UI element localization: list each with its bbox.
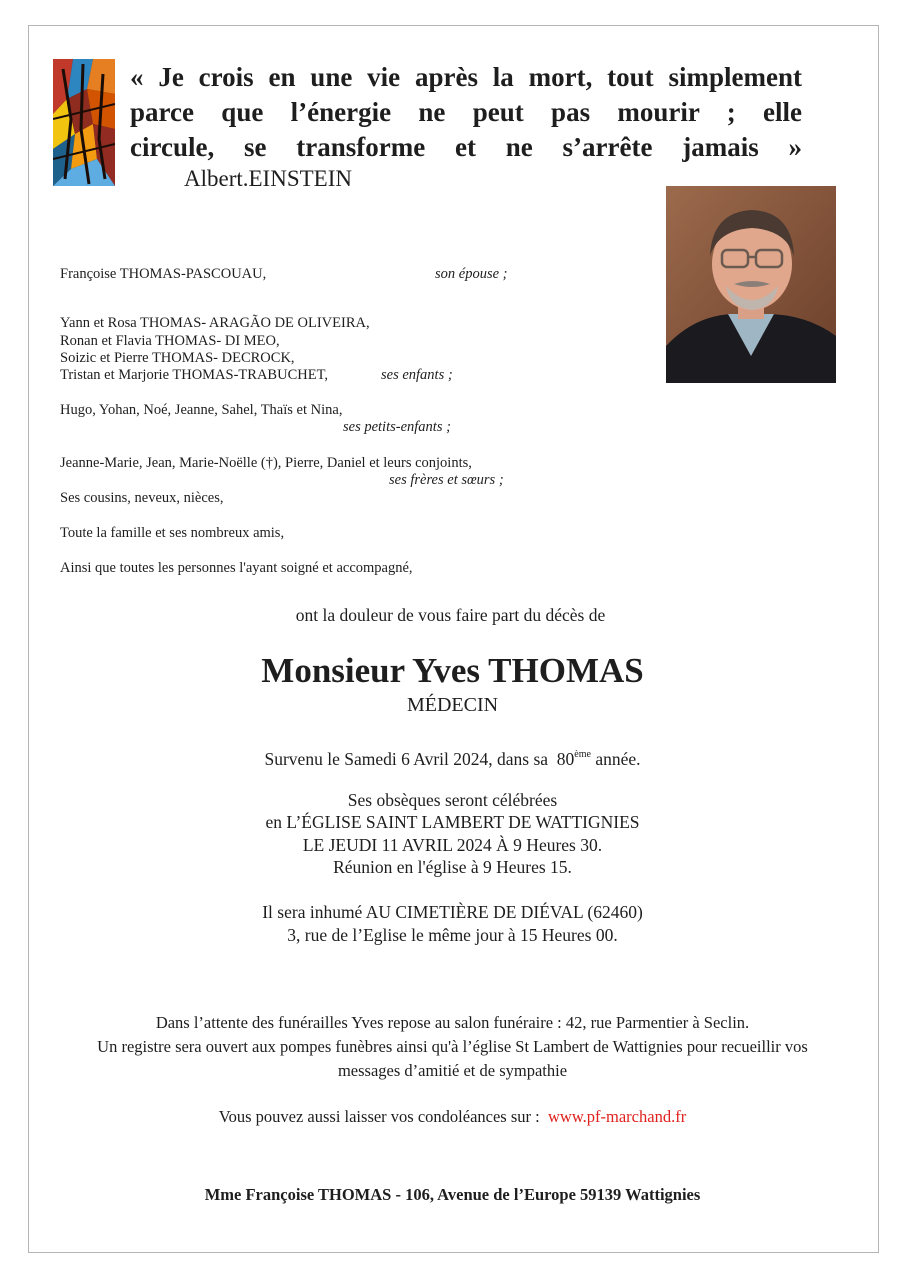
burial-place: Il sera inhumé AU CIMETIÈRE DE DIÉVAL (62460) [262,902,643,922]
funeral-line: Ses obsèques seront célébrées [347,790,558,810]
spouse-name: Françoise THOMAS-PASCOUAU, [60,266,267,282]
caregivers-line: Ainsi que toutes les personnes l'ayant soigné et accompagné, [60,560,413,576]
deceased-name: Monsieur Yves THOMAS [261,651,644,690]
quote-line: parce que l’énergie ne peut pas mourir ; elle [130,97,802,127]
condolences-text: Vous pouvez aussi laisser vos condoléances sur : [218,1107,540,1126]
death-date-line [0,744,905,770]
cousins-line: Ses cousins, neveux, nièces, [60,490,224,506]
contact-footer: Mme Françoise THOMAS - 106, Avenue de l’Europe 59139 Wattignies [204,1185,701,1204]
age-suffix: ème [574,749,591,760]
death-date-text: Survenu le Samedi 6 Avril 2024, dans sa [264,749,549,769]
siblings-relation: ses frères et sœurs ; [389,472,504,488]
notice-line: messages d’amitié et de sympathie [337,1061,568,1080]
condolences-link[interactable]: www.pf-marchand.fr [547,1107,687,1126]
death-date-end: année. [595,749,641,769]
child-line: Ronan et Flavia THOMAS- DI MEO, [60,333,280,349]
grandchildren-names: Hugo, Yohan, Noé, Jeanne, Sahel, Thaïs et Nina, [60,402,343,418]
notice-line: Dans l’attente des funérailles Yves repose au salon funéraire : 42, rue Parmentier à Seclin. [155,1013,750,1032]
quote-line: circule, se transforme et ne s’arrête jamais » [130,132,802,162]
condolences-line [0,1105,905,1129]
siblings-names: Jeanne-Marie, Jean, Marie-Noëlle (†), Pierre, Daniel et leurs conjoints, [60,455,472,471]
funeral-datetime: LE JEUDI 11 AVRIL 2024 À 9 Heures 30. [302,835,603,855]
notice-line: Un registre sera ouvert aux pompes funèbres ainsi qu'à l’église St Lambert de Wattignies pour recueillir vos [97,1037,808,1056]
quote-author: Albert.EINSTEIN [184,166,352,191]
grandchildren-relation: ses petits-enfants ; [343,419,451,435]
funeral-church: en L’ÉGLISE SAINT LAMBERT DE WATTIGNIES [265,812,640,832]
age-number: 80 [556,749,575,769]
spouse-relation: son épouse ; [435,266,508,282]
stained-glass-image [53,59,115,186]
child-line: Tristan et Marjorie THOMAS-TRABUCHET, [60,367,328,383]
quote [130,60,802,165]
announcement-intro: ont la douleur de vous faire part du décès de [295,605,606,625]
child-line: Soizic et Pierre THOMAS- DECROCK, [60,350,295,366]
friends-line: Toute la famille et ses nombreux amis, [60,525,285,541]
burial-address: 3, rue de l’Eglise le même jour à 15 Heures 00. [287,925,618,945]
children-relation: ses enfants ; [381,367,453,383]
portrait-photo [666,186,836,383]
funeral-gathering: Réunion en l'église à 9 Heures 15. [333,857,572,877]
child-line: Yann et Rosa THOMAS- ARAGÃO DE OLIVEIRA, [60,315,370,331]
quote-line: « Je crois en une vie après la mort, tout simplement [130,62,802,92]
deceased-profession: MÉDECIN [406,694,499,716]
